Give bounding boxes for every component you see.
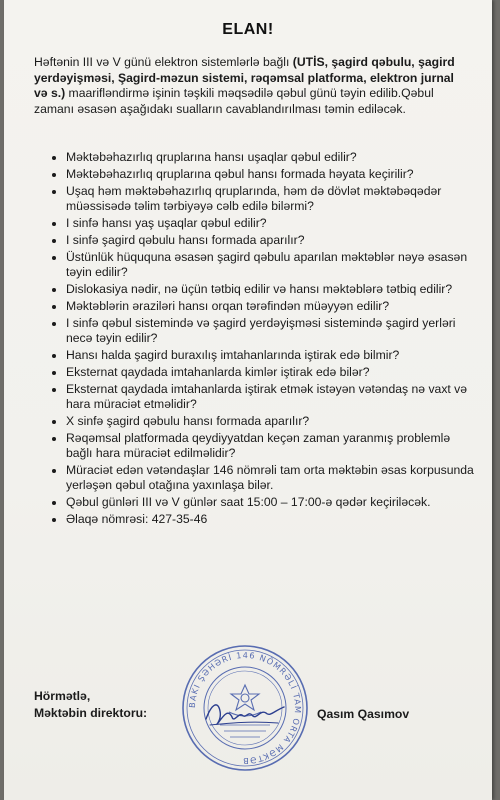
question-item: • Eksternat qaydada imtahanlarda iştirak etmək istəyən vətəndaş nə vaxt və hara müraciət etməlidir? <box>66 382 476 413</box>
notice-title: ELAN! <box>222 21 274 38</box>
question-item: • Müraciət edən vətəndaşlar 146 nömrəli tam orta məktəbin əsas korpusunda yerləşən qəbul otağına yaxınlaşa bilər. <box>66 463 476 494</box>
director-name: Qasım Qasımov <box>317 707 410 721</box>
question-item: • Məktəblərin əraziləri hansı orqan tərəfindən müəyyən edilir? <box>66 299 476 314</box>
question-item: • Rəqəmsal platformada qeydiyyatdan keçən zaman yaranmış problemlə bağlı hara müraciət edilməlidir? <box>66 431 476 462</box>
question-item: • X sinfə şagird qəbulu hansı formada aparılır? <box>66 414 476 429</box>
intro-systems-list: (UTİS, şagird qəbulu, şagird yerdəyişməsi, Şagird-məzun sistemi, rəqəmsal platforma, elektron jurnal və s.) <box>34 55 455 101</box>
notice-sheet <box>4 0 492 800</box>
question-item: • I sinfə hansı yaş uşaqlar qəbul edilir? <box>66 216 476 231</box>
intro-text-start: Həftənin III və V günü elektron sistemlərlə bağlı <box>34 55 293 69</box>
question-item: • Məktəbəhazırlıq qruplarına hansı uşaqlar qəbul edilir? <box>66 150 476 165</box>
question-item: • Uşaq həm məktəbəhazırlıq qruplarında, həm də dövlət məktəbəqədər müəssisədə təlim tərbiyəyə cəlb edilə bilərmi? <box>66 184 476 215</box>
question-item: • Hansı halda şagird buraxılış imtahanlarında iştirak edə bilmir? <box>66 348 476 363</box>
regards-line: Hörmətlə, <box>34 689 91 703</box>
question-item: • Eksternat qaydada imtahanlarda kimlər iştirak edə bilər? <box>66 365 476 380</box>
question-item: • Əlaqə nömrəsi: 427-35-46 <box>66 512 476 527</box>
intro-paragraph <box>34 55 464 117</box>
question-item: • Üstünlük hüququna əsasən şagird qəbulu aparılan məktəblər nəyə əsasən təyin edilir? <box>66 250 476 281</box>
intro-text-end: maarifləndirmə işinin təşkili məqsədilə qəbul günü təyin edilib.Qəbul zamanı əsasən aşağıdakı sualların cavablandırılması təmin ediləcək. <box>34 86 434 116</box>
director-signature-icon <box>200 693 290 733</box>
question-item: • I sinfə qəbul sistemində və şagird yerdəyişməsi sistemində şagird yerləri necə təyin edilir? <box>66 316 476 347</box>
question-item: • Dislokasiya nədir, nə üçün tətbiq edilir və hansı məktəblərə tətbiq edilir? <box>66 282 476 297</box>
closing-block <box>34 688 147 722</box>
question-list <box>48 150 476 529</box>
question-item: • Qəbul günləri III və V günlər saat 15:00 – 17:00-ə qədər keçiriləcək. <box>66 495 476 510</box>
question-item: • I sinfə şagird qəbulu hansı formada aparılır? <box>66 233 476 248</box>
question-item: • Məktəbəhazırlıq qruplarına qəbul hansı formada həyata keçirilir? <box>66 167 476 182</box>
stamp-text: BAKI ŞƏHƏRİ 146 NÖMRƏLİ TAM ORTA MƏKTƏB <box>186 649 304 767</box>
director-title: Məktəbin direktoru: <box>34 706 148 720</box>
